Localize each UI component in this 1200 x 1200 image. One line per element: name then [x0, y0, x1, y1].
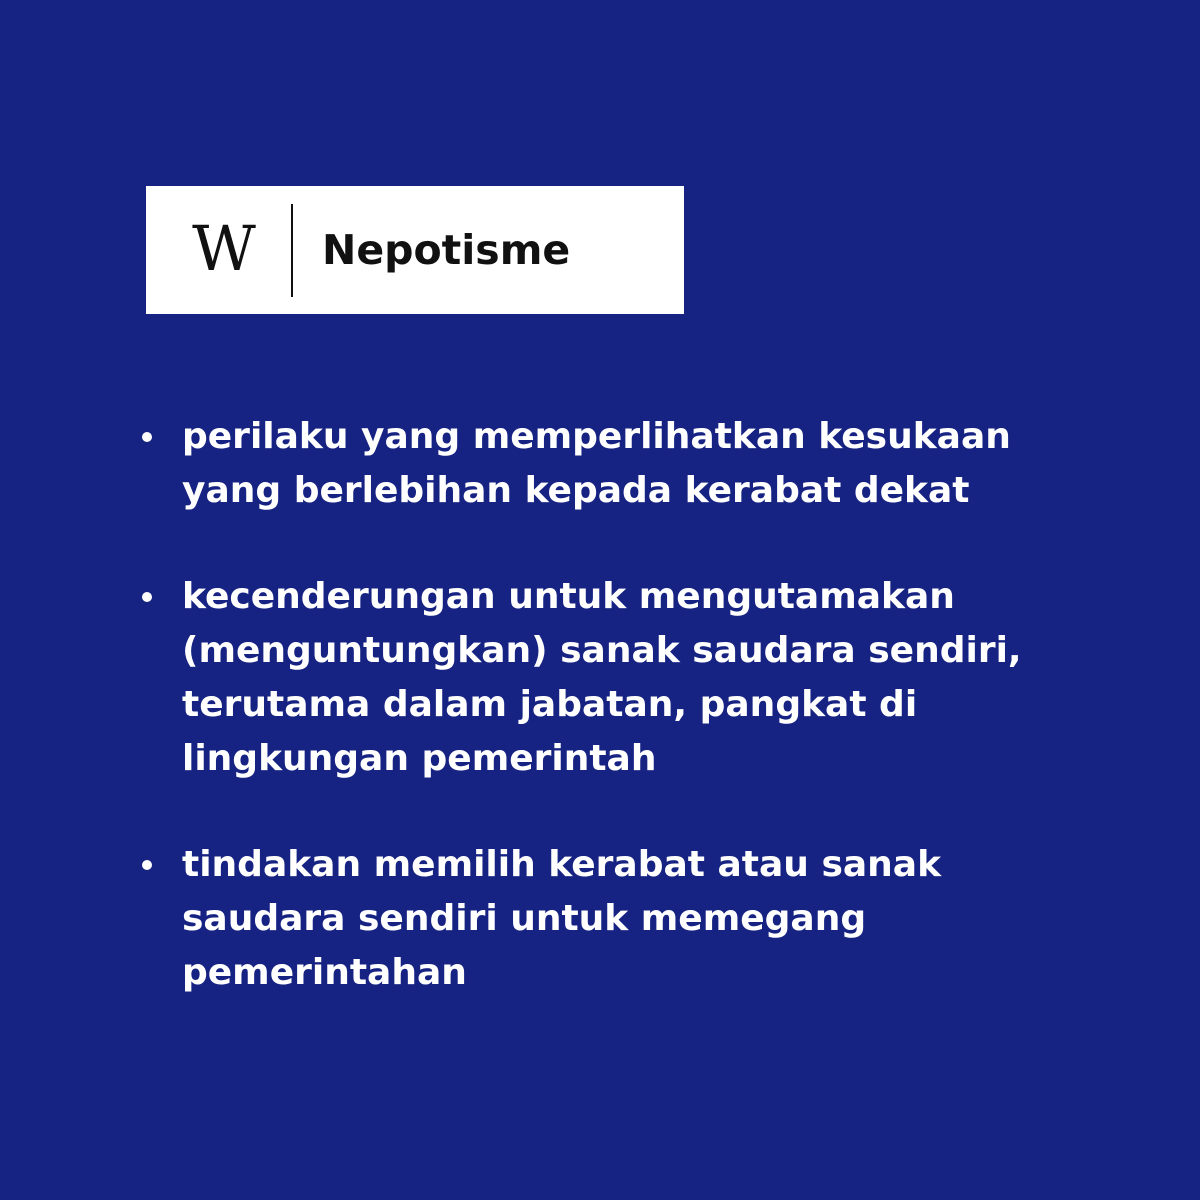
definition-item	[140, 570, 1100, 786]
bullet-icon	[142, 592, 152, 602]
bullet-icon	[142, 860, 152, 870]
definition-text: tindakan memilih kerabat atau sanak saudara sendiri untuk memegang pemerintahan	[182, 844, 942, 993]
definition-list	[140, 410, 1100, 1052]
title-divider	[291, 204, 293, 297]
bullet-icon	[142, 432, 152, 442]
definition-text: kecenderungan untuk mengutamakan (menguntungkan) sanak saudara sendiri, terutama dalam jabatan, pangkat di lingkungan pemerintah	[182, 576, 1022, 779]
wikipedia-logo-icon: W	[192, 212, 250, 285]
definition-text: perilaku yang memperlihatkan kesukaan yang berlebihan kepada kerabat dekat	[182, 416, 1011, 511]
title-card	[146, 186, 684, 314]
article-title: Nepotisme	[322, 226, 571, 274]
definition-item	[140, 838, 1100, 1000]
definition-item	[140, 410, 1100, 518]
